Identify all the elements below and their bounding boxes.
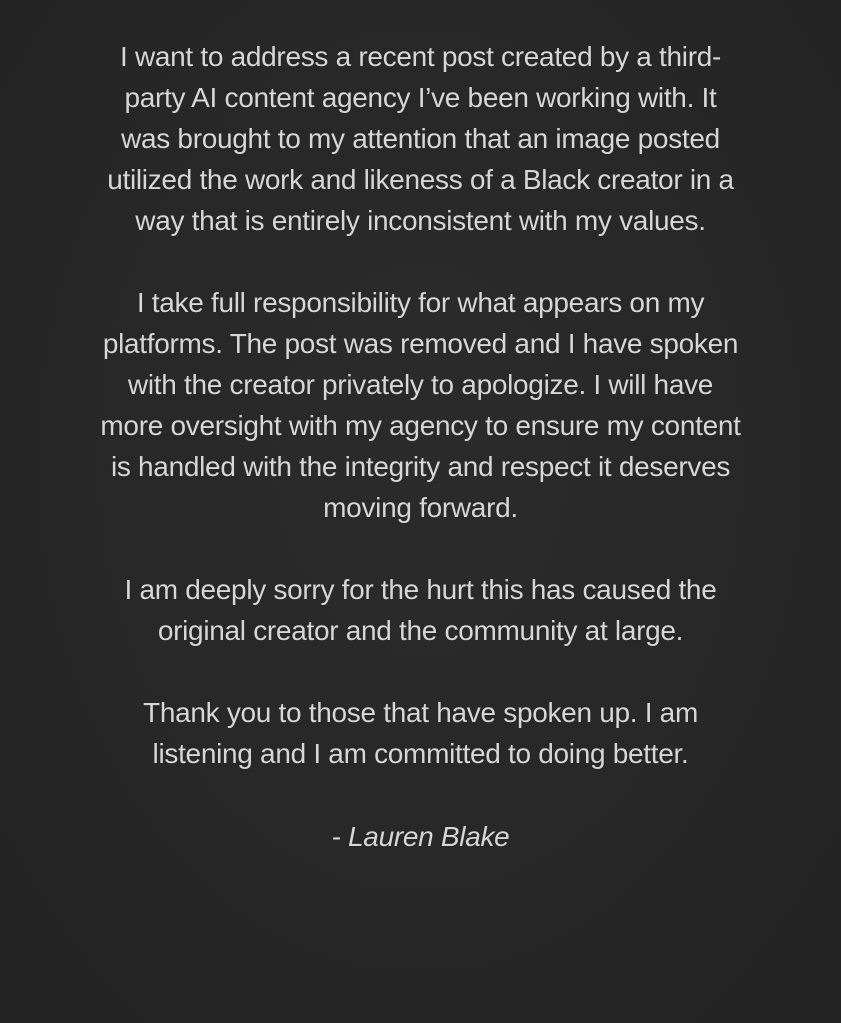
statement-paragraph: I am deeply sorry for the hurt this has caused the original creator and the community at large. (124, 574, 717, 646)
signature: - Lauren Blake (331, 821, 510, 852)
statement-paragraph: Thank you to those that have spoken up. I am listening and I am committed to doing better. (143, 697, 698, 769)
statement-paragraph: I take full responsibility for what appears on my platforms. The post was removed and I have spoken with the creator privately to apologize. I will have more oversight with my agency to ensure my content is handled with the integrity and respect it deserves moving forward. (100, 287, 741, 523)
statement-paragraph: I want to address a recent post created by a third-party AI content agency I’ve been working with. It was brought to my attention that an image posted utilized the work and likeness of a Black creator in a way that is entirely inconsistent with my values. (107, 41, 734, 236)
statement-card (97, 0, 745, 857)
